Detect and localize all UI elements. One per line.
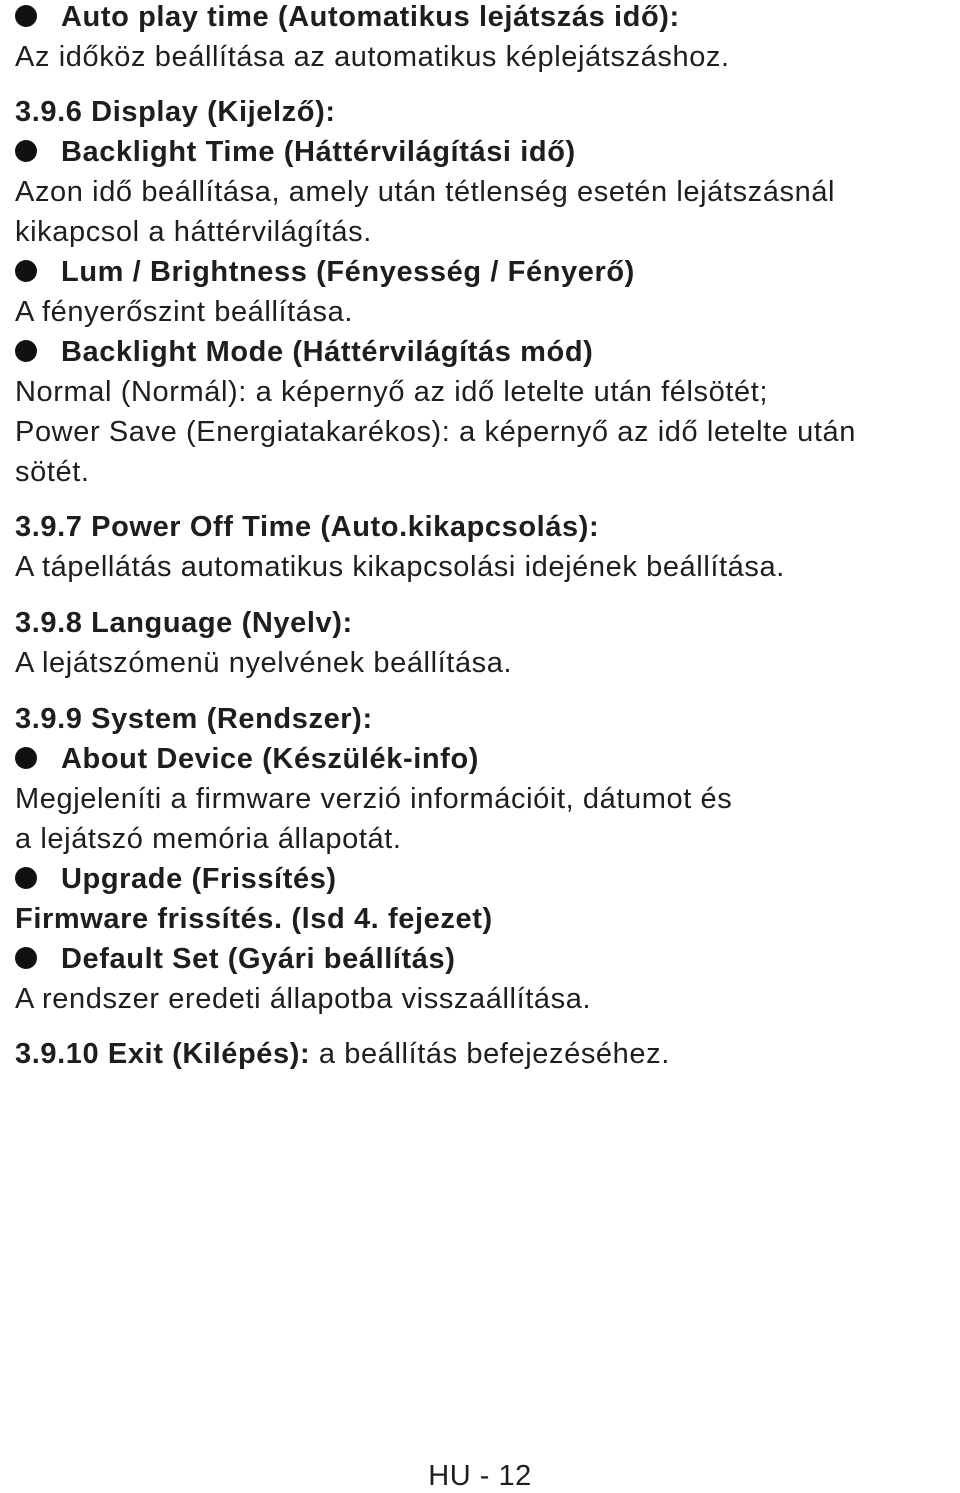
paragraph-line: A rendszer eredeti állapotba visszaállítása. (15, 983, 592, 1015)
bullet-item-autoplay (15, 0, 680, 34)
paragraph-line: Megjeleníti a firmware verzió információit, dátumot és (15, 783, 733, 815)
bullet-label: About Device (Készülék-info) (61, 743, 480, 775)
bullet-item-upgrade (15, 862, 337, 896)
paragraph-line: sötét. (15, 456, 90, 488)
bullet-label: Lum / Brightness (Fényesség / Fényerő) (61, 256, 635, 288)
section-heading-power-off: 3.9.7 Power Off Time (Auto.kikapcsolás): (15, 511, 600, 543)
page-number: HU - 12 (428, 1460, 532, 1492)
exit-heading-label: 3.9.10 Exit (Kilépés): (15, 1038, 311, 1070)
bullet-label: Backlight Mode (Háttérvilágítás mód) (61, 336, 594, 368)
paragraph-line: Power Save (Energiatakarékos): a képernyő az idő letelte után (15, 416, 856, 448)
bullet-label: Upgrade (Frissítés) (61, 863, 337, 895)
section-heading-system: 3.9.9 System (Rendszer): (15, 703, 373, 735)
section-heading-language: 3.9.8 Language (Nyelv): (15, 607, 353, 639)
bullet-label: Default Set (Gyári beállítás) (61, 943, 456, 975)
section-heading-exit (15, 1037, 670, 1071)
bullet-label: Auto play time (Automatikus lejátszás idő): (61, 1, 680, 33)
exit-heading-rest: a beállítás befejezéséhez. (310, 1038, 670, 1070)
bullet-icon (15, 140, 37, 162)
bullet-item-default (15, 942, 456, 976)
bullet-icon (15, 747, 37, 769)
paragraph-line: a lejátszó memória állapotát. (15, 823, 402, 855)
bullet-icon (15, 340, 37, 362)
bullet-icon (15, 5, 37, 27)
paragraph-line: A lejátszómenü nyelvének beállítása. (15, 647, 513, 679)
bullet-label: Backlight Time (Háttérvilágítási idő) (61, 136, 576, 168)
section-heading-display: 3.9.6 Display (Kijelző): (15, 96, 336, 128)
bullet-icon (15, 867, 37, 889)
paragraph-line: kikapcsol a háttérvilágítás. (15, 216, 372, 248)
paragraph-line: Az időköz beállítása az automatikus képlejátszáshoz. (15, 41, 730, 73)
bullet-item-lum (15, 255, 635, 289)
paragraph-line: A fényerőszint beállítása. (15, 296, 354, 328)
bullet-item-backlight-mode (15, 335, 593, 369)
paragraph-line: Normal (Normál): a képernyő az idő letelte után félsötét; (15, 376, 769, 408)
bullet-item-about (15, 742, 479, 776)
bullet-icon (15, 260, 37, 282)
paragraph-line-bold: Firmware frissítés. (lsd 4. fejezet) (15, 903, 493, 935)
paragraph-line: A tápellátás automatikus kikapcsolási idejének beállítása. (15, 551, 785, 583)
bullet-item-backlight-time (15, 135, 576, 169)
bullet-icon (15, 947, 37, 969)
paragraph-line: Azon idő beállítása, amely után tétlenség esetén lejátszásnál (15, 176, 836, 208)
